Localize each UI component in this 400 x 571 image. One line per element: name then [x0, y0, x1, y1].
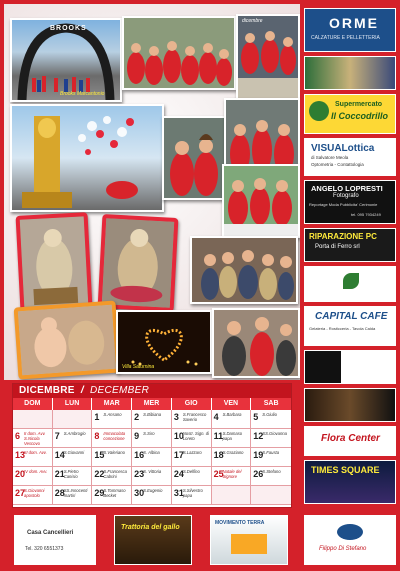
- leaf-icon: [343, 273, 359, 289]
- calendar-day: [251, 467, 291, 486]
- weekday-label: GIO: [172, 398, 212, 410]
- ad-orme[interactable]: [304, 8, 396, 52]
- calendar-day: [13, 448, 53, 467]
- calendar-day: [132, 410, 172, 429]
- day-number: 18: [213, 450, 224, 460]
- day-number: 7: [54, 431, 60, 441]
- photo-statue-left: [16, 212, 93, 312]
- girls-people: [164, 118, 224, 198]
- calendar-day: [172, 429, 212, 448]
- calendar-day: [53, 410, 93, 429]
- women-people: [214, 310, 298, 376]
- calendar-day: [92, 429, 132, 448]
- weekday-label: DOM: [13, 398, 53, 410]
- calendar-day: [53, 467, 93, 486]
- ad-filippo[interactable]: [304, 515, 396, 565]
- ad-visualottica[interactable]: [304, 138, 396, 176]
- month-italian: DICEMBRE: [19, 385, 75, 396]
- day-saint: Immacolata concezione: [103, 431, 126, 441]
- day-number: 21: [54, 469, 65, 479]
- calendar-day: [132, 448, 172, 467]
- calendar-day: [251, 448, 291, 467]
- calendar-day: [53, 429, 93, 448]
- ad-angelo-lopresti[interactable]: [304, 180, 396, 224]
- ad-riparazione-title: RIPARAZIONE PC: [309, 232, 377, 241]
- ad-supermercato[interactable]: [304, 94, 396, 134]
- day-saint: S.Delfino: [182, 469, 200, 474]
- day-saint: S.Ambrogio: [63, 431, 86, 436]
- photo-candles: [116, 310, 212, 374]
- seniors-people: [192, 238, 296, 302]
- ad-flora-center[interactable]: [304, 426, 396, 456]
- photo-procession-balloons: [10, 104, 164, 212]
- photo-girls: [162, 116, 226, 200]
- calendar-day: [212, 448, 252, 467]
- ferry-logo-icon: [337, 524, 363, 540]
- photo-group-team: [236, 14, 300, 102]
- photo-child-statue: [14, 301, 121, 380]
- calendar: [12, 383, 292, 508]
- day-saint: IV dom. Avv.: [24, 469, 48, 474]
- calendar-day: [172, 448, 212, 467]
- weekday-label: SAB: [263, 400, 279, 407]
- ad-riparazione-sub: Porta di Ferro srl: [315, 244, 360, 250]
- day-number: 25: [213, 469, 224, 479]
- day-saint: Natale del Signore: [222, 469, 242, 479]
- photo-statue-center: [98, 214, 179, 312]
- ad-movimento-terra[interactable]: [210, 515, 288, 565]
- ad-supermercato-title: Supermercato: [335, 101, 383, 108]
- calendar-day: [92, 467, 132, 486]
- ad-flora-title: Flora Center: [321, 433, 380, 444]
- photo-caption: dicembre: [242, 18, 263, 24]
- month-separator: /: [80, 385, 84, 396]
- photo-seniors: [190, 236, 298, 304]
- day-saint: S.Siro: [143, 431, 155, 436]
- day-number: 29: [94, 488, 105, 498]
- calendar-day: [92, 448, 132, 467]
- calendar-day: [53, 486, 93, 505]
- day-saint: S.Fausta: [262, 450, 280, 455]
- ad-supermercato-sub: Il Coccodrillo: [331, 111, 389, 121]
- day-number: 8: [94, 431, 100, 441]
- day-saint: III dom. Avv.: [24, 450, 47, 455]
- calendar-day: [212, 410, 252, 429]
- day-number: 19: [253, 450, 264, 460]
- day-saint: S.Francesco Saverio: [182, 412, 207, 422]
- day-saint: S.Giovanni apostolo: [24, 488, 45, 498]
- calendar-day: [172, 410, 212, 429]
- day-saint: S. Albina: [143, 450, 160, 455]
- weekday-label: LUN: [53, 398, 93, 410]
- day-number: 9: [134, 431, 140, 441]
- ad-angelo-contact: tel. 095 7934249: [351, 212, 381, 217]
- photo-women: [212, 308, 300, 378]
- calendar-day: [92, 486, 132, 505]
- day-number: 23: [134, 469, 145, 479]
- day-number: 10: [173, 431, 184, 441]
- ad-filippo-title: Filippo Di Stefano: [319, 546, 367, 552]
- calendar-day: [212, 486, 252, 505]
- calendar-day: [251, 486, 291, 505]
- ad-casa-contact: Tel. 320 6551373: [25, 546, 64, 552]
- day-saint: SS.Giovanna: [262, 431, 287, 436]
- calendar-day: [251, 410, 291, 429]
- ad-capital-title: CAPITAL CAFE: [315, 311, 388, 322]
- calendar-day: [251, 429, 291, 448]
- ad-nightclub[interactable]: [304, 388, 396, 422]
- day-saint: S.Giovanni: [63, 450, 85, 455]
- ad-times-title: TIMES SQUARE: [311, 465, 380, 475]
- calendar-header: [13, 384, 291, 398]
- calendar-grid: [13, 410, 291, 505]
- calendar-day: [132, 467, 172, 486]
- ad-angelo-title: ANGELO LOPRESTI: [311, 184, 383, 193]
- day-number: 16: [134, 450, 145, 460]
- calendar-day: [13, 410, 53, 429]
- ad-times-square[interactable]: [304, 460, 396, 504]
- day-saint: S.Valeriano: [103, 450, 125, 455]
- team-people: [238, 16, 298, 100]
- calendar-day: [53, 448, 93, 467]
- ad-casa-cancellieri[interactable]: [14, 515, 96, 565]
- statue-figure: [102, 218, 174, 307]
- day-saint: SS.Innocenti martiri: [63, 488, 88, 498]
- day-saint: S.Silvestro papa: [182, 488, 203, 498]
- day-saint: S.Eugenio: [143, 488, 163, 493]
- finish-banner: BROOKS: [50, 25, 87, 32]
- day-saint: S.Tommaso Becket: [103, 488, 126, 498]
- day-saint: S.Barbara: [222, 412, 242, 417]
- calendar-day: [13, 429, 53, 448]
- day-number: 4: [213, 412, 219, 422]
- month-english: DECEMBER: [90, 385, 150, 396]
- weekday-label: MER: [132, 398, 172, 410]
- day-saint: S.Francesca Cabrini: [103, 469, 127, 479]
- day-saint: S.Pietro Canisio: [63, 469, 79, 479]
- calendar-day: [212, 467, 252, 486]
- weekday-label: VEN: [212, 398, 252, 410]
- ad-photo-strip: [304, 56, 396, 90]
- day-number: 14: [54, 450, 65, 460]
- day-number: 11: [213, 431, 224, 441]
- ad-green-logo[interactable]: [304, 266, 396, 302]
- calendar-day: [13, 486, 53, 505]
- candles-heart: [118, 312, 210, 372]
- day-number: 27: [15, 488, 26, 498]
- weekday-header: [13, 398, 291, 410]
- ad-fratelli-title: MOVIMENTO TERRA: [215, 520, 265, 526]
- day-number: 2: [134, 412, 140, 422]
- weekday-label: MAR: [92, 398, 132, 410]
- calendar-day: [212, 429, 252, 448]
- ad-casa-title: Casa Cancellieri: [27, 530, 74, 536]
- day-number: 17: [173, 450, 184, 460]
- photo-race-start: [10, 18, 122, 102]
- ad-visual-line: Optometria - Contattologia: [311, 162, 364, 167]
- outdoor-people: [224, 166, 298, 236]
- day-saint: S.Bibiana: [143, 412, 162, 417]
- day-saint: S. Vittoria: [143, 469, 162, 474]
- statue-balloons: [12, 106, 162, 210]
- day-saint: S.Ansano: [103, 412, 122, 417]
- ad-capital-sub: Gelateria - Rosticceria - Tavola Calda: [309, 326, 376, 331]
- day-number: 24: [173, 469, 184, 479]
- day-saint: Nostr. Sign. di Loreto: [182, 431, 209, 441]
- day-saint: S.Lazzaro: [182, 450, 202, 455]
- ad-trattoria-title: Trattoria del gallo: [121, 524, 180, 531]
- day-number: 22: [94, 469, 105, 479]
- ad-riparazione[interactable]: [304, 228, 396, 262]
- calendar-day: [13, 467, 53, 486]
- calendar-day: [132, 486, 172, 505]
- day-saint: S.Graziano: [222, 450, 244, 455]
- ad-capital-cafe[interactable]: [304, 306, 396, 346]
- day-number: 15: [94, 450, 105, 460]
- child-statue: [18, 305, 116, 375]
- day-number: 28: [54, 488, 65, 498]
- calendar-day: [92, 410, 132, 429]
- calendar-day: [172, 467, 212, 486]
- ad-angelo-sub: Fotografo: [333, 193, 359, 199]
- day-saint: S.Damaso papa: [222, 431, 243, 441]
- day-number: 31: [173, 488, 184, 498]
- day-saint: S.Stefano: [262, 469, 281, 474]
- statue-figure: [20, 216, 89, 307]
- race-arch-icon: [12, 20, 120, 100]
- excavator-icon: [231, 534, 267, 554]
- ad-visual-sub: di Salvatore Meola: [311, 155, 349, 160]
- day-number: 5: [253, 412, 259, 422]
- day-saint: II dom. Avv. S.Nicola Vescovo: [24, 431, 46, 446]
- day-number: 6: [15, 431, 21, 441]
- photo-outdoor-group: [222, 164, 300, 238]
- crocodile-icon: [309, 101, 329, 121]
- ad-trattoria[interactable]: [114, 515, 192, 565]
- day-number: 13: [15, 450, 26, 460]
- day-number: 20: [15, 469, 26, 479]
- photo-caption: Brooks Marcantonio: [60, 91, 105, 97]
- calendar-day: [132, 429, 172, 448]
- day-number: 3: [173, 412, 179, 422]
- ad-visual-title: VISUALottica: [311, 143, 375, 154]
- ad-orme-title: ORME: [329, 15, 379, 31]
- day-number: 30: [134, 488, 145, 498]
- ad-angelo-line: Reportage Moda Pubblicita' Cerimonie: [309, 202, 378, 207]
- photo-collage: [4, 4, 300, 380]
- photo-group-red: [122, 16, 236, 90]
- ad-orange-shop[interactable]: [304, 350, 396, 384]
- ad-orme-sub: CALZATURE E PELLETTERIA: [311, 35, 380, 41]
- day-number: 1: [94, 412, 100, 422]
- day-number: 12: [253, 431, 264, 441]
- day-saint: S.Giulio: [262, 412, 277, 417]
- day-number: 26: [253, 469, 264, 479]
- calendar-day: [172, 486, 212, 505]
- photo-caption: Villa Saturnina: [122, 364, 155, 370]
- group-people: [124, 18, 234, 88]
